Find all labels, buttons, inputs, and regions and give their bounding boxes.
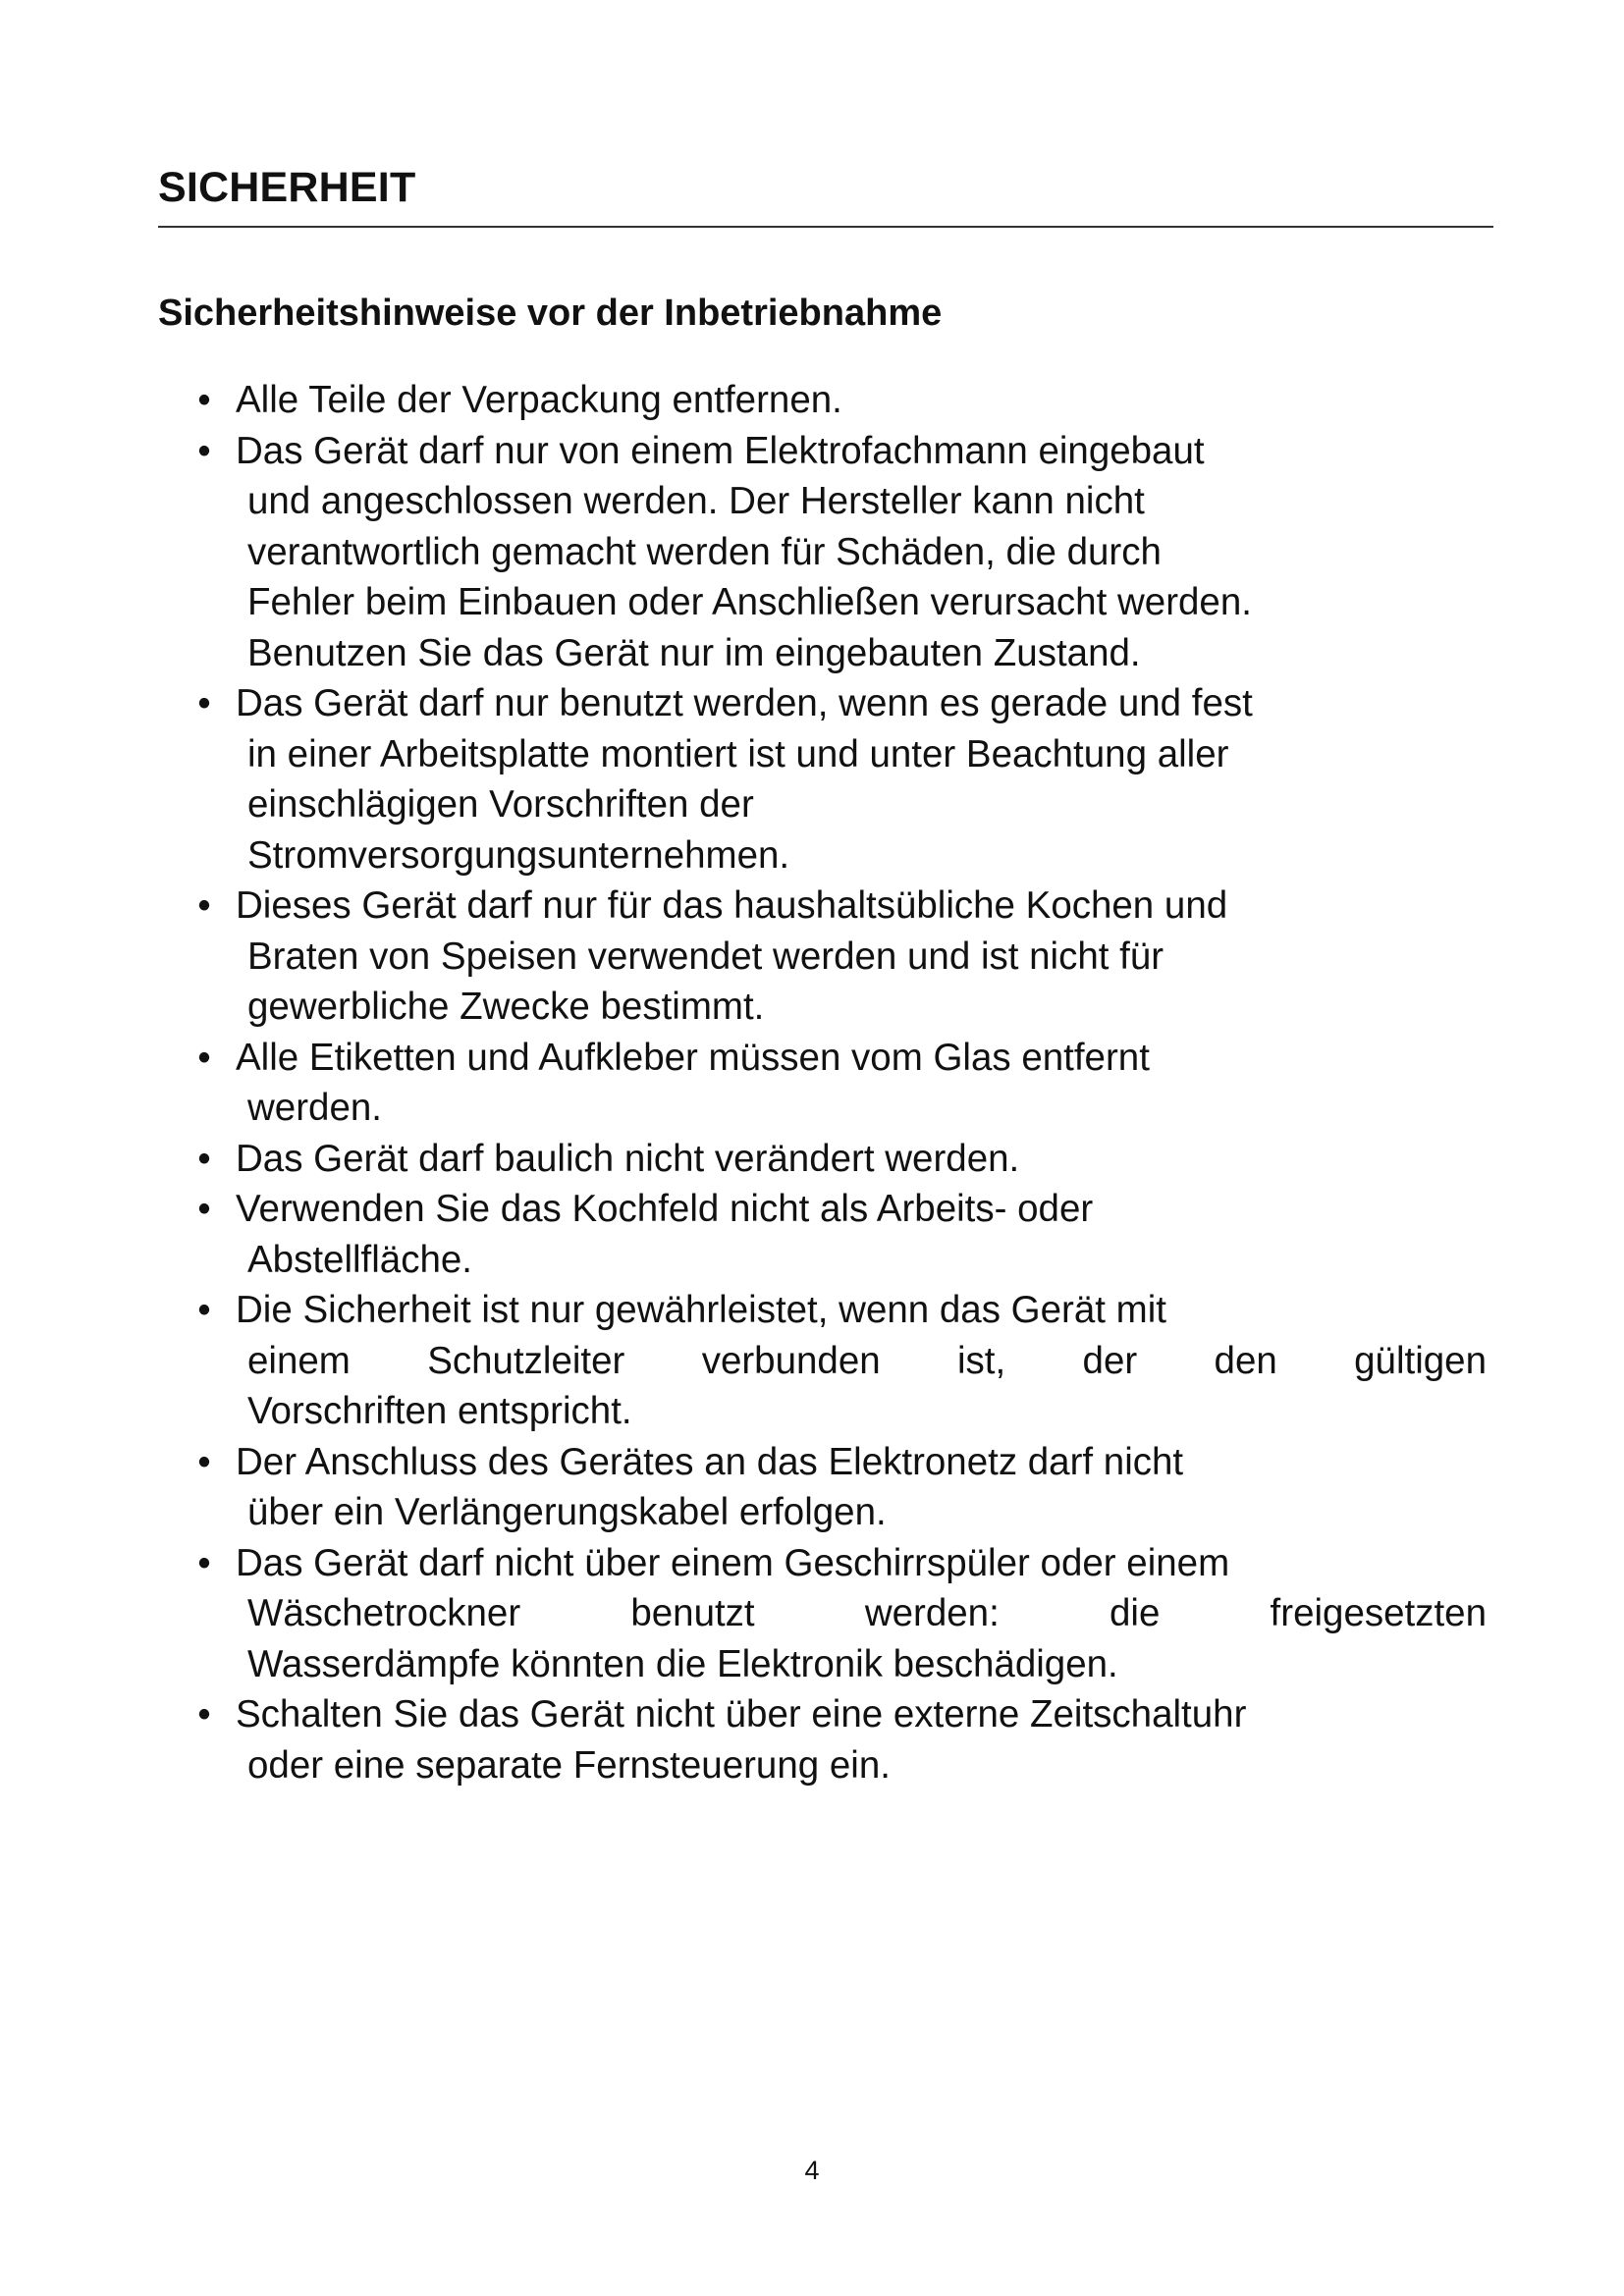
section-title: SICHERHEIT — [158, 164, 416, 211]
bullet-icon: • — [197, 682, 211, 724]
list-item-line: gewerbliche Zwecke bestimmt. — [247, 986, 765, 1028]
list-item-line: Der Anschluss des Gerätes an das Elektronetz darf nicht — [236, 1440, 1184, 1483]
bullet-icon: • — [197, 429, 211, 472]
list-item-line: oder eine separate Fernsteuerung ein. — [247, 1743, 891, 1787]
list-item-line: einschlägigen Vorschriften der — [247, 783, 754, 826]
list-item-line: Alle Etiketten und Aufkleber müssen vom Glas entfernt — [236, 1036, 1150, 1079]
list-item-line: Das Gerät darf nur benutzt werden, wenn es gerade und fest — [236, 682, 1253, 724]
list-item-line: Schalten Sie das Gerät nicht über eine externe Zeitschaltuhr — [236, 1693, 1247, 1735]
bullet-icon: • — [197, 1541, 211, 1584]
list-item-line: Wäschetrockner benutzt werden: die freigesetzten — [247, 1592, 1487, 1634]
bullet-icon: • — [197, 1188, 211, 1230]
list-item-line: Abstellfläche. — [247, 1238, 472, 1281]
list-item-line: einem Schutzleiter verbunden ist, der den gültigen — [247, 1339, 1487, 1382]
list-item-line: Braten von Speisen verwendet werden und ist nicht für — [247, 934, 1164, 978]
list-item-line: Dieses Gerät darf nur für das haushaltsübliche Kochen und — [236, 884, 1228, 927]
list-item — [191, 1033, 1493, 1134]
list-item — [191, 1285, 1493, 1437]
bullet-icon: • — [197, 1289, 211, 1331]
title-underline-rule — [158, 226, 1493, 228]
list-item-line: über ein Verlängerungskabel erfolgen. — [247, 1491, 887, 1533]
list-item-line: Stromversorgungsunternehmen. — [247, 833, 790, 877]
list-item — [191, 426, 1493, 679]
list-item-line: Vorschriften entspricht. — [247, 1390, 632, 1432]
list-item — [191, 1437, 1493, 1538]
safety-instructions-list — [191, 375, 1493, 1790]
list-item-line: Benutzen Sie das Gerät nur im eingebauten Zustand. — [247, 631, 1141, 674]
bullet-icon: • — [197, 1137, 211, 1180]
list-item-line: und angeschlossen werden. Der Hersteller kann nicht — [247, 480, 1145, 522]
list-item-line: Die Sicherheit ist nur gewährleistet, wenn das Gerät mit — [236, 1289, 1166, 1331]
bullet-icon: • — [197, 1036, 211, 1079]
list-item-line: in einer Arbeitsplatte montiert ist und unter Beachtung aller — [247, 732, 1229, 775]
subheading: Sicherheitshinweise vor der Inbetriebnahme — [158, 293, 943, 334]
bullet-icon: • — [197, 884, 211, 927]
list-item — [191, 1538, 1493, 1690]
list-item — [191, 678, 1493, 881]
list-item-line: verantwortlich gemacht werden für Schäden, die durch — [247, 530, 1162, 573]
list-item-line: Das Gerät darf nicht über einem Geschirrspüler oder einem — [236, 1541, 1230, 1584]
list-item — [191, 375, 1493, 426]
bullet-icon: • — [197, 379, 211, 421]
page-number: 4 — [804, 2156, 820, 2185]
list-item-line: Das Gerät darf baulich nicht verändert werden. — [236, 1137, 1020, 1180]
list-item — [191, 1184, 1493, 1285]
list-item-line: Verwenden Sie das Kochfeld nicht als Arbeits- oder — [236, 1188, 1094, 1230]
bullet-icon: • — [197, 1693, 211, 1735]
list-item-line: werden. — [247, 1087, 382, 1129]
list-item-line: Fehler beim Einbauen oder Anschließen verursacht werden. — [247, 581, 1252, 623]
list-item — [191, 1689, 1493, 1790]
list-item — [191, 881, 1493, 1033]
list-item-line: Das Gerät darf nur von einem Elektrofachmann eingebaut — [236, 429, 1205, 472]
list-item-line: Wasserdämpfe könnten die Elektronik beschädigen. — [247, 1642, 1118, 1685]
bullet-icon: • — [197, 1440, 211, 1483]
list-item-line: Alle Teile der Verpackung entfernen. — [236, 379, 842, 421]
list-item — [191, 1134, 1493, 1185]
